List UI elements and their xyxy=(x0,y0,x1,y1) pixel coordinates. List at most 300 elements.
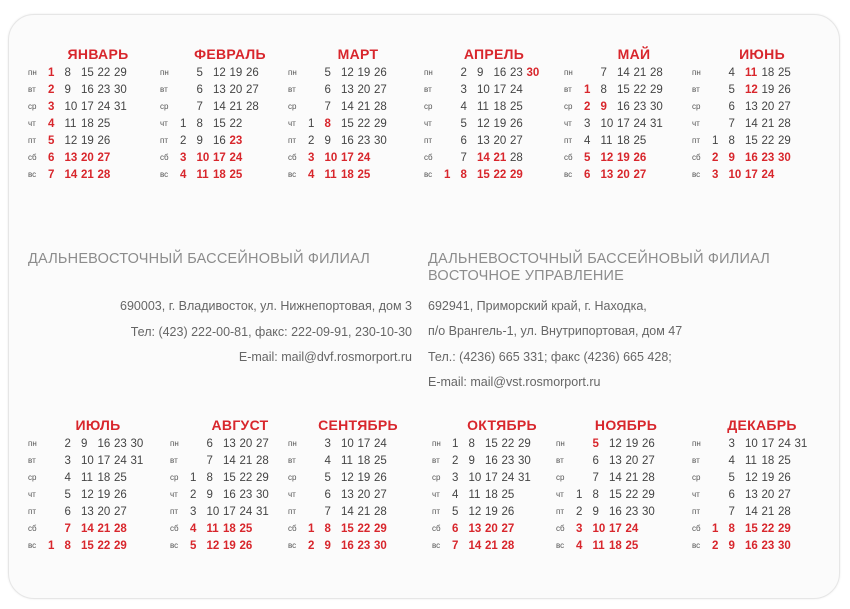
day-cell: 21 xyxy=(81,168,94,181)
day-cell: 11 xyxy=(468,488,481,501)
day-cell: 12 xyxy=(81,488,94,501)
day-cell: 30 xyxy=(778,151,791,164)
day-cell: 25 xyxy=(229,168,243,181)
day-cell: 19 xyxy=(617,151,630,164)
day-cell: 6 xyxy=(452,522,459,535)
month-may xyxy=(564,45,704,183)
week-row xyxy=(432,486,572,503)
weekday-label: вс xyxy=(432,541,441,550)
day-cell: 11 xyxy=(206,522,219,535)
day-cell: 23 xyxy=(633,100,647,113)
day-cell: 15 xyxy=(745,134,758,147)
day-cell: 9 xyxy=(81,437,88,450)
day-cell: 10 xyxy=(81,454,94,467)
day-cell: 16 xyxy=(341,539,354,552)
week-row xyxy=(160,98,300,115)
day-cell: 24 xyxy=(778,437,791,450)
day-cell: 5 xyxy=(48,134,55,147)
day-cell: 2 xyxy=(712,151,719,164)
day-cell: 2 xyxy=(180,134,187,147)
day-cell: 22 xyxy=(357,117,371,130)
day-cell: 11 xyxy=(600,134,613,147)
day-cell: 15 xyxy=(223,471,236,484)
day-cell: 26 xyxy=(239,539,253,552)
week-row xyxy=(28,486,168,503)
weekday-label: пн xyxy=(160,68,169,77)
day-cell: 21 xyxy=(229,100,243,113)
day-cell: 12 xyxy=(341,471,354,484)
weekday-label: вт xyxy=(288,85,296,94)
day-cell: 12 xyxy=(477,117,490,130)
day-cell: 10 xyxy=(324,151,338,164)
day-cell: 28 xyxy=(650,66,663,79)
day-cell: 6 xyxy=(460,134,467,147)
day-cell: 21 xyxy=(625,471,639,484)
day-cell: 8 xyxy=(468,437,475,450)
day-cell: 20 xyxy=(625,454,639,467)
month-name: ИЮНЬ xyxy=(739,46,785,62)
day-cell: 6 xyxy=(324,488,331,501)
day-cell: 8 xyxy=(324,117,331,130)
month-july xyxy=(28,416,168,554)
day-cell: 17 xyxy=(213,151,226,164)
weekday-label: пт xyxy=(424,136,432,145)
day-cell: 2 xyxy=(452,454,459,467)
week-row xyxy=(288,115,428,132)
left-org-address: 690003, г. Владивосток, ул. Нижнепортовая, дом 3 xyxy=(120,299,412,313)
weekday-label: вт xyxy=(28,456,36,465)
day-cell: 19 xyxy=(97,488,111,501)
day-cell: 5 xyxy=(592,437,599,450)
day-cell: 22 xyxy=(97,66,111,79)
week-row xyxy=(692,469,832,486)
weekday-label: вс xyxy=(556,541,565,550)
day-cell: 27 xyxy=(374,488,387,501)
day-cell: 11 xyxy=(64,117,77,130)
day-cell: 26 xyxy=(374,66,387,79)
day-cell: 25 xyxy=(778,66,791,79)
day-cell: 8 xyxy=(728,134,735,147)
week-row xyxy=(160,64,300,81)
day-cell: 19 xyxy=(229,66,243,79)
day-cell: 6 xyxy=(728,100,735,113)
weekday-label: пн xyxy=(432,439,441,448)
day-cell: 6 xyxy=(584,168,591,181)
month-september xyxy=(288,416,428,554)
day-cell: 28 xyxy=(374,100,387,113)
weekday-label: ср xyxy=(424,102,433,111)
day-cell: 22 xyxy=(239,471,253,484)
day-cell: 25 xyxy=(778,454,791,467)
day-cell: 22 xyxy=(229,117,243,130)
week-row xyxy=(288,149,428,166)
day-cell: 17 xyxy=(745,168,758,181)
day-cell: 19 xyxy=(485,505,498,518)
day-cell: 9 xyxy=(592,505,599,518)
day-cell: 5 xyxy=(460,117,467,130)
day-cell: 10 xyxy=(64,100,78,113)
day-cell: 5 xyxy=(196,66,203,79)
day-cell: 28 xyxy=(246,100,259,113)
day-cell: 1 xyxy=(444,168,451,181)
week-row xyxy=(28,81,168,98)
day-cell: 1 xyxy=(180,117,187,130)
week-row xyxy=(692,81,832,98)
day-cell: 26 xyxy=(501,505,515,518)
weekday-label: вс xyxy=(170,541,179,550)
day-cell: 24 xyxy=(510,83,523,96)
day-cell: 16 xyxy=(485,454,498,467)
day-cell: 18 xyxy=(493,100,507,113)
week-row xyxy=(556,435,696,452)
weekday-label: вс xyxy=(564,170,573,179)
day-cell: 15 xyxy=(617,83,630,96)
weekday-label: вт xyxy=(170,456,178,465)
month-name: АВГУСТ xyxy=(211,417,269,433)
day-cell: 18 xyxy=(609,539,622,552)
week-row xyxy=(556,452,696,469)
day-cell: 14 xyxy=(745,117,758,130)
day-cell: 17 xyxy=(617,117,630,130)
week-row xyxy=(424,149,564,166)
day-cell: 30 xyxy=(642,505,655,518)
day-cell: 14 xyxy=(468,539,482,552)
day-cell: 23 xyxy=(501,454,515,467)
weekday-label: чт xyxy=(170,490,178,499)
day-cell: 9 xyxy=(477,66,484,79)
month-june xyxy=(692,45,832,183)
week-row xyxy=(28,503,168,520)
day-cell: 2 xyxy=(308,134,315,147)
day-cell: 24 xyxy=(761,168,775,181)
day-cell: 2 xyxy=(576,505,583,518)
day-cell: 30 xyxy=(256,488,269,501)
day-cell: 4 xyxy=(460,100,467,113)
day-cell: 1 xyxy=(190,471,197,484)
day-cell: 26 xyxy=(114,488,127,501)
week-row xyxy=(564,149,704,166)
weekday-label: вс xyxy=(288,541,297,550)
week-row xyxy=(556,486,696,503)
weekday-label: пн xyxy=(424,68,433,77)
weekday-label: пт xyxy=(288,136,296,145)
day-cell: 21 xyxy=(357,505,371,518)
day-cell: 4 xyxy=(576,539,583,552)
week-row xyxy=(556,520,696,537)
day-cell: 23 xyxy=(357,539,371,552)
day-cell: 25 xyxy=(239,522,253,535)
week-row xyxy=(564,98,704,115)
day-cell: 12 xyxy=(600,151,614,164)
day-cell: 17 xyxy=(493,83,507,96)
day-cell: 11 xyxy=(196,168,209,181)
weekday-label: ср xyxy=(288,102,297,111)
weekday-label: вт xyxy=(556,456,564,465)
day-cell: 29 xyxy=(374,117,387,130)
day-cell: 30 xyxy=(778,539,791,552)
day-cell: 12 xyxy=(468,505,482,518)
day-cell: 29 xyxy=(256,471,269,484)
week-row xyxy=(692,486,832,503)
day-cell: 29 xyxy=(114,539,127,552)
weekday-label: вт xyxy=(424,85,432,94)
day-cell: 21 xyxy=(97,522,111,535)
day-cell: 13 xyxy=(81,505,94,518)
weekday-label: ср xyxy=(692,102,701,111)
week-row xyxy=(424,81,564,98)
weekday-label: пт xyxy=(556,507,564,516)
day-cell: 20 xyxy=(239,437,253,450)
day-cell: 2 xyxy=(190,488,197,501)
weekday-label: ср xyxy=(432,473,441,482)
day-cell: 25 xyxy=(97,117,111,130)
weekday-label: чт xyxy=(692,490,700,499)
week-row xyxy=(692,149,832,166)
week-row xyxy=(28,115,168,132)
day-cell: 28 xyxy=(778,117,791,130)
weekday-label: вт xyxy=(564,85,572,94)
day-cell: 26 xyxy=(778,471,791,484)
day-cell: 7 xyxy=(728,117,735,130)
day-cell: 8 xyxy=(728,522,735,535)
day-cell: 28 xyxy=(114,522,127,535)
day-cell: 23 xyxy=(510,66,523,79)
weekday-label: сб xyxy=(692,524,701,533)
day-cell: 19 xyxy=(625,437,639,450)
day-cell: 31 xyxy=(114,100,127,113)
day-cell: 21 xyxy=(761,505,775,518)
weekday-label: пн xyxy=(692,439,701,448)
day-cell: 6 xyxy=(206,437,213,450)
weekday-label: пт xyxy=(692,136,700,145)
weekday-label: пн xyxy=(28,68,37,77)
weekday-label: вт xyxy=(692,85,700,94)
day-cell: 26 xyxy=(246,66,259,79)
day-cell: 23 xyxy=(229,134,243,147)
day-cell: 12 xyxy=(745,471,758,484)
weekday-label: сб xyxy=(432,524,441,533)
day-cell: 1 xyxy=(712,134,719,147)
day-cell: 21 xyxy=(357,100,371,113)
week-row xyxy=(564,115,704,132)
day-cell: 30 xyxy=(650,100,663,113)
day-cell: 13 xyxy=(64,151,78,164)
day-cell: 16 xyxy=(745,151,758,164)
weekday-label: пн xyxy=(28,439,37,448)
day-cell: 27 xyxy=(114,505,127,518)
weekday-label: сб xyxy=(556,524,565,533)
day-cell: 3 xyxy=(190,505,197,518)
day-cell: 4 xyxy=(64,471,71,484)
day-cell: 25 xyxy=(501,488,515,501)
week-row xyxy=(556,537,696,554)
day-cell: 27 xyxy=(633,168,647,181)
day-cell: 12 xyxy=(745,83,758,96)
day-cell: 4 xyxy=(180,168,187,181)
weekday-label: пт xyxy=(28,507,36,516)
left-org-email: E-mail: mail@dvf.rosmorport.ru xyxy=(238,350,412,364)
week-row xyxy=(288,486,428,503)
day-cell: 2 xyxy=(64,437,71,450)
day-cell: 28 xyxy=(501,539,515,552)
right-org-phone: Тел.: (4236) 665 331; факс (4236) 665 428; xyxy=(428,350,672,364)
right-org-subtitle: ВОСТОЧНОЕ УПРАВЛЕНИЕ xyxy=(428,268,625,284)
weekday-label: сб xyxy=(424,153,433,162)
day-cell: 8 xyxy=(324,522,331,535)
day-cell: 3 xyxy=(728,437,735,450)
day-cell: 14 xyxy=(609,471,622,484)
weekday-label: чт xyxy=(424,119,432,128)
day-cell: 11 xyxy=(745,454,757,467)
month-february xyxy=(160,45,300,183)
day-cell: 29 xyxy=(650,83,663,96)
day-cell: 6 xyxy=(592,454,599,467)
day-cell: 5 xyxy=(728,471,735,484)
weekday-label: вт xyxy=(28,85,36,94)
day-cell: 15 xyxy=(609,488,622,501)
day-cell: 20 xyxy=(81,151,94,164)
day-cell: 16 xyxy=(609,505,622,518)
weekday-label: чт xyxy=(692,119,700,128)
week-row xyxy=(288,503,428,520)
day-cell: 9 xyxy=(206,488,213,501)
day-cell: 31 xyxy=(256,505,269,518)
day-cell: 26 xyxy=(633,151,647,164)
day-cell: 14 xyxy=(617,66,630,79)
day-cell: 17 xyxy=(223,505,236,518)
day-cell: 11 xyxy=(592,539,605,552)
week-row xyxy=(160,115,300,132)
day-cell: 3 xyxy=(712,168,719,181)
day-cell: 15 xyxy=(341,522,354,535)
day-cell: 7 xyxy=(592,471,599,484)
day-cell: 23 xyxy=(761,539,775,552)
day-cell: 9 xyxy=(728,539,735,552)
day-cell: 25 xyxy=(633,134,647,147)
day-cell: 25 xyxy=(625,539,639,552)
day-cell: 28 xyxy=(374,505,387,518)
week-row xyxy=(692,115,832,132)
day-cell: 3 xyxy=(452,471,459,484)
weekday-label: ср xyxy=(28,102,37,111)
week-row xyxy=(432,469,572,486)
day-cell: 5 xyxy=(190,539,197,552)
day-cell: 16 xyxy=(745,539,758,552)
day-cell: 18 xyxy=(213,168,226,181)
day-cell: 24 xyxy=(97,100,111,113)
day-cell: 17 xyxy=(357,437,371,450)
day-cell: 1 xyxy=(308,522,315,535)
week-row xyxy=(432,537,572,554)
day-cell: 5 xyxy=(64,488,71,501)
day-cell: 23 xyxy=(761,151,775,164)
weekday-label: пт xyxy=(160,136,168,145)
day-cell: 31 xyxy=(518,471,531,484)
day-cell: 20 xyxy=(357,488,371,501)
day-cell: 31 xyxy=(794,437,808,450)
week-row xyxy=(564,64,704,81)
month-january xyxy=(28,45,168,183)
day-cell: 13 xyxy=(341,488,354,501)
weekday-label: чт xyxy=(288,490,296,499)
day-cell: 11 xyxy=(477,100,489,113)
week-row xyxy=(692,98,832,115)
day-cell: 17 xyxy=(485,471,498,484)
weekday-label: пт xyxy=(288,507,296,516)
day-cell: 30 xyxy=(518,454,531,467)
day-cell: 4 xyxy=(308,168,315,181)
day-cell: 12 xyxy=(609,437,622,450)
week-row xyxy=(288,166,428,183)
week-row xyxy=(288,98,428,115)
day-cell: 19 xyxy=(223,539,236,552)
day-cell: 24 xyxy=(501,471,515,484)
day-cell: 22 xyxy=(625,488,639,501)
day-cell: 23 xyxy=(357,134,371,147)
day-cell: 13 xyxy=(468,522,482,535)
weekday-label: чт xyxy=(556,490,564,499)
month-name: ФЕВРАЛЬ xyxy=(194,46,266,62)
day-cell: 9 xyxy=(324,539,331,552)
day-cell: 18 xyxy=(761,66,775,79)
day-cell: 8 xyxy=(460,168,467,181)
day-cell: 12 xyxy=(206,539,220,552)
day-cell: 1 xyxy=(712,522,719,535)
day-cell: 28 xyxy=(642,471,655,484)
month-name: НОЯБРЬ xyxy=(594,417,658,433)
month-name: МАРТ xyxy=(337,46,379,62)
day-cell: 10 xyxy=(206,505,220,518)
month-name: ИЮЛЬ xyxy=(75,417,121,433)
day-cell: 10 xyxy=(728,168,742,181)
day-cell: 11 xyxy=(745,66,758,79)
day-cell: 27 xyxy=(246,83,259,96)
day-cell: 30 xyxy=(374,134,387,147)
day-cell: 4 xyxy=(728,454,735,467)
day-cell: 7 xyxy=(64,522,71,535)
weekday-label: вс xyxy=(692,541,701,550)
weekday-label: сб xyxy=(160,153,169,162)
weekday-label: чт xyxy=(564,119,572,128)
weekday-label: пт xyxy=(692,507,700,516)
weekday-label: вс xyxy=(288,170,297,179)
day-cell: 18 xyxy=(81,117,94,130)
week-row xyxy=(28,149,168,166)
week-row xyxy=(28,520,168,537)
day-cell: 7 xyxy=(206,454,213,467)
weekday-label: сб xyxy=(288,524,297,533)
day-cell: 29 xyxy=(114,66,127,79)
week-row xyxy=(288,469,428,486)
day-cell: 13 xyxy=(341,83,354,96)
month-december xyxy=(692,416,832,554)
day-cell: 17 xyxy=(609,522,622,535)
month-october xyxy=(432,416,572,554)
day-cell: 26 xyxy=(374,471,387,484)
week-row xyxy=(692,166,832,183)
day-cell: 3 xyxy=(308,151,315,164)
week-row xyxy=(564,132,704,149)
day-cell: 10 xyxy=(196,151,210,164)
day-cell: 7 xyxy=(600,66,607,79)
day-cell: 29 xyxy=(510,168,523,181)
week-row xyxy=(160,132,300,149)
day-cell: 4 xyxy=(190,522,197,535)
week-row xyxy=(288,81,428,98)
week-row xyxy=(28,435,168,452)
day-cell: 25 xyxy=(357,168,371,181)
day-cell: 12 xyxy=(341,66,354,79)
